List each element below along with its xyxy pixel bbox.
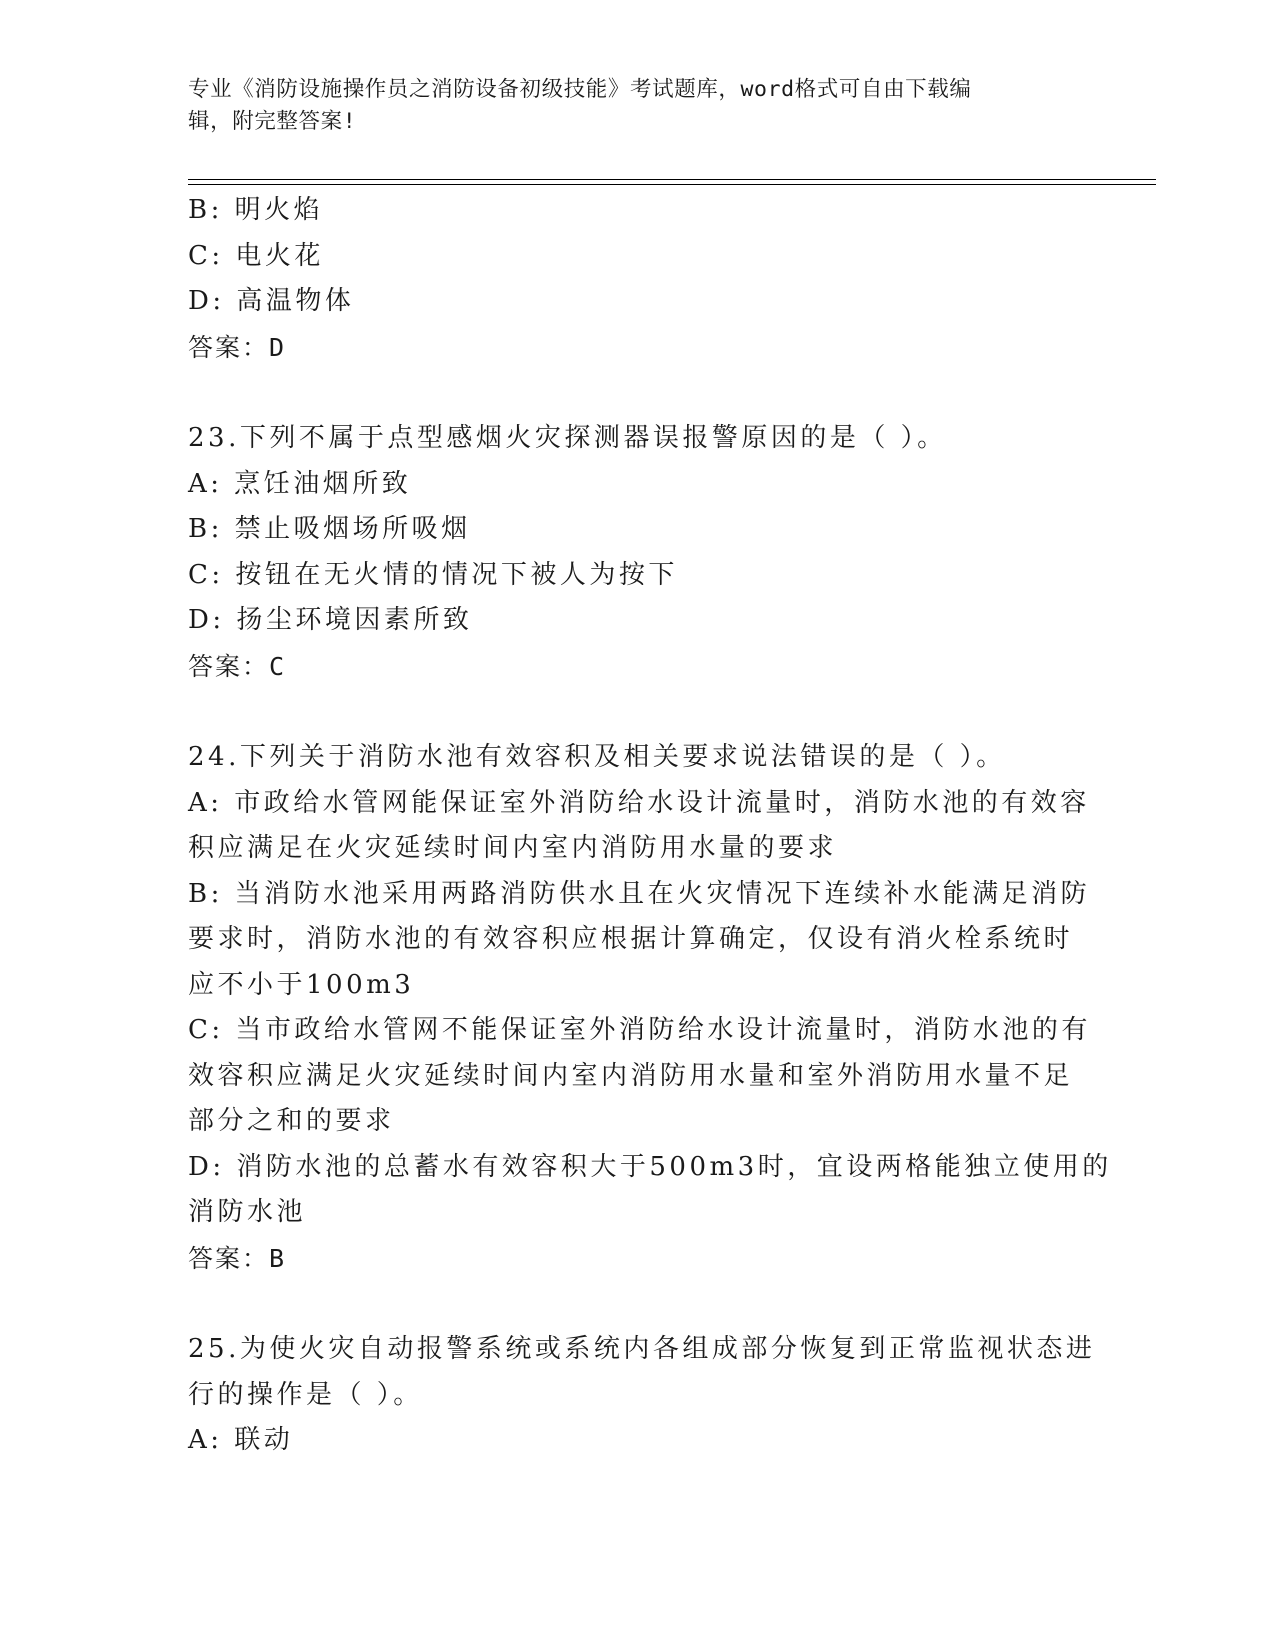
answer-line: 答案：C [188, 651, 287, 681]
option-d-line-2: 消防水池 [188, 1197, 307, 1227]
option-d-line-1: D: 消防水池的总蓄水有效容积大于500m3时，宜设两格能独立使用的 [188, 1151, 1112, 1182]
question-24 [188, 735, 1112, 1281]
question-title: 23.下列不属于点型感烟火灾探测器误报警原因的是（ ）。 [188, 423, 947, 453]
header-divider-top [188, 179, 1156, 180]
option-c-line-2: 效容积应满足火灾延续时间内室内消防用水量和室外消防用水量不足 [188, 1060, 1074, 1091]
header-line-2: 辑，附完整答案! [188, 109, 357, 134]
option-a-line-1: A: 市政给水管网能保证室外消防给水设计流量时，消防水池的有效容 [188, 787, 1090, 818]
option-b-line-3: 应不小于100m3 [188, 969, 415, 1000]
question-content [188, 188, 1112, 1464]
question-25 [188, 1327, 1096, 1464]
option-c: C: 电火花 [188, 240, 324, 271]
option-c: C: 按钮在无火情的情况下被人为按下 [188, 559, 678, 590]
option-d: D: 扬尘环境因素所致 [188, 605, 473, 635]
question-title-line-1: 25.为使火灾自动报警系统或系统内各组成部分恢复到正常监视状态进 [188, 1334, 1096, 1364]
option-b: B: 明火焰 [188, 195, 324, 225]
document-header [188, 74, 1068, 138]
question-title: 24.下列关于消防水池有效容积及相关要求说法错误的是（ ）。 [188, 742, 1006, 772]
question-title-line-2: 行的操作是（ ）。 [188, 1379, 423, 1410]
header-divider-bottom [188, 184, 1156, 185]
question-22-tail [188, 188, 1068, 370]
question-23 [188, 416, 1068, 689]
option-a-line-2: 积应满足在火灾延续时间内室内消防用水量的要求 [188, 833, 838, 863]
option-a: A: 联动 [188, 1425, 294, 1455]
option-b: B: 禁止吸烟场所吸烟 [188, 514, 471, 544]
answer-line: 答案：D [188, 332, 287, 362]
spacer [188, 1281, 1068, 1327]
option-d: D: 高温物体 [188, 286, 355, 316]
option-b-line-1: B: 当消防水池采用两路消防供水且在火灾情况下连续补水能满足消防 [188, 878, 1091, 909]
header-line-1: 专业《消防设施操作员之消防设备初级技能》考试题库，word格式可自由下载编 [188, 77, 972, 102]
option-c-line-3: 部分之和的要求 [188, 1106, 395, 1136]
option-a: A: 烹饪油烟所致 [188, 468, 412, 499]
answer-line: 答案：B [188, 1243, 287, 1273]
option-c-line-1: C: 当市政给水管网不能保证室外消防给水设计流量时，消防水池的有 [188, 1015, 1091, 1045]
spacer [188, 370, 1068, 416]
option-b-line-2: 要求时，消防水池的有效容积应根据计算确定，仅设有消火栓系统时 [188, 924, 1074, 954]
spacer [188, 689, 1068, 735]
